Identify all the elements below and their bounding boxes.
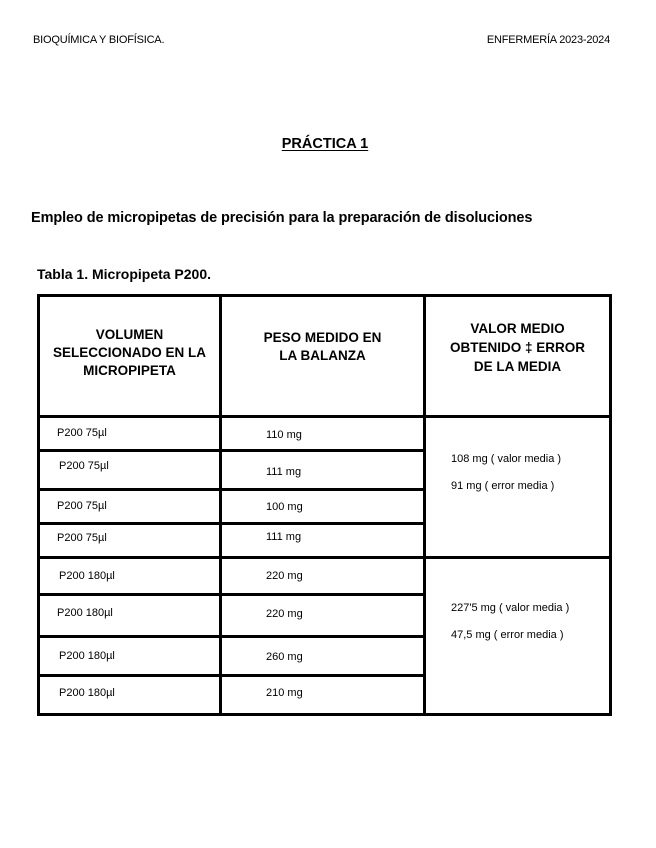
cell-weight: 260 mg (266, 651, 303, 663)
cell-volume: P200 180µl (57, 607, 113, 619)
header-volume (40, 326, 219, 380)
cell-volume: P200 75µl (59, 460, 109, 472)
cell-volume: P200 75µl (57, 500, 107, 512)
header-weight (222, 329, 423, 365)
header-right: ENFERMERÍA 2023-2024 (486, 34, 610, 46)
page-subtitle: Empleo de micropipetas de precisión para la preparación de disoluciones (31, 210, 533, 226)
row-divider (37, 449, 426, 452)
cell-volume: P200 75µl (57, 427, 107, 439)
row-divider (37, 522, 426, 525)
cell-weight: 110 mg (266, 429, 302, 441)
table-border-bottom (37, 713, 612, 716)
row-divider (37, 593, 426, 596)
header-volume-line: VOLUMEN (95, 327, 164, 342)
table-border-right (609, 294, 612, 716)
header-left: BIOQUÍMICA Y BIOFÍSICA. (33, 34, 165, 46)
group-error: 47,5 mg ( error media ) (451, 629, 564, 641)
row-divider (37, 635, 426, 638)
cell-volume: P200 75µl (57, 532, 107, 544)
cell-volume: P200 180µl (59, 570, 115, 582)
header-weight-line: LA BALANZA (279, 348, 366, 363)
header-mean-line: DE LA MEDIA (473, 359, 562, 374)
cell-volume: P200 180µl (59, 650, 115, 662)
header-volume-line: SELECCIONADO EN LA (52, 345, 206, 360)
cell-weight: 220 mg (266, 608, 303, 620)
row-divider (37, 488, 426, 491)
cell-weight: 210 mg (266, 687, 303, 699)
group-divider (37, 556, 612, 559)
cell-weight: 111 mg (266, 531, 302, 543)
header-mean-line: OBTENIDO ‡ ERROR (449, 340, 585, 355)
header-weight-line: PESO MEDIDO EN (263, 330, 382, 345)
group-error: 91 mg ( error media ) (451, 480, 555, 492)
table-caption: Tabla 1. Micropipeta P200. (37, 266, 212, 282)
header-mean (426, 319, 609, 376)
page-title: PRÁCTICA 1 (281, 136, 369, 152)
results-table (37, 294, 612, 716)
header-volume-line: MICROPIPETA (83, 363, 176, 378)
group-mean: 227'5 mg ( valor media ) (451, 602, 570, 614)
table-border-top (37, 294, 612, 297)
cell-weight: 220 mg (266, 570, 303, 582)
row-divider (37, 674, 426, 677)
header-mean-line: VALOR MEDIO (470, 321, 565, 336)
cell-weight: 111 mg (266, 466, 302, 478)
cell-weight: 100 mg (266, 501, 303, 513)
group-mean: 108 mg ( valor media ) (451, 453, 562, 465)
cell-volume: P200 180µl (59, 687, 115, 699)
header-divider (37, 415, 612, 418)
